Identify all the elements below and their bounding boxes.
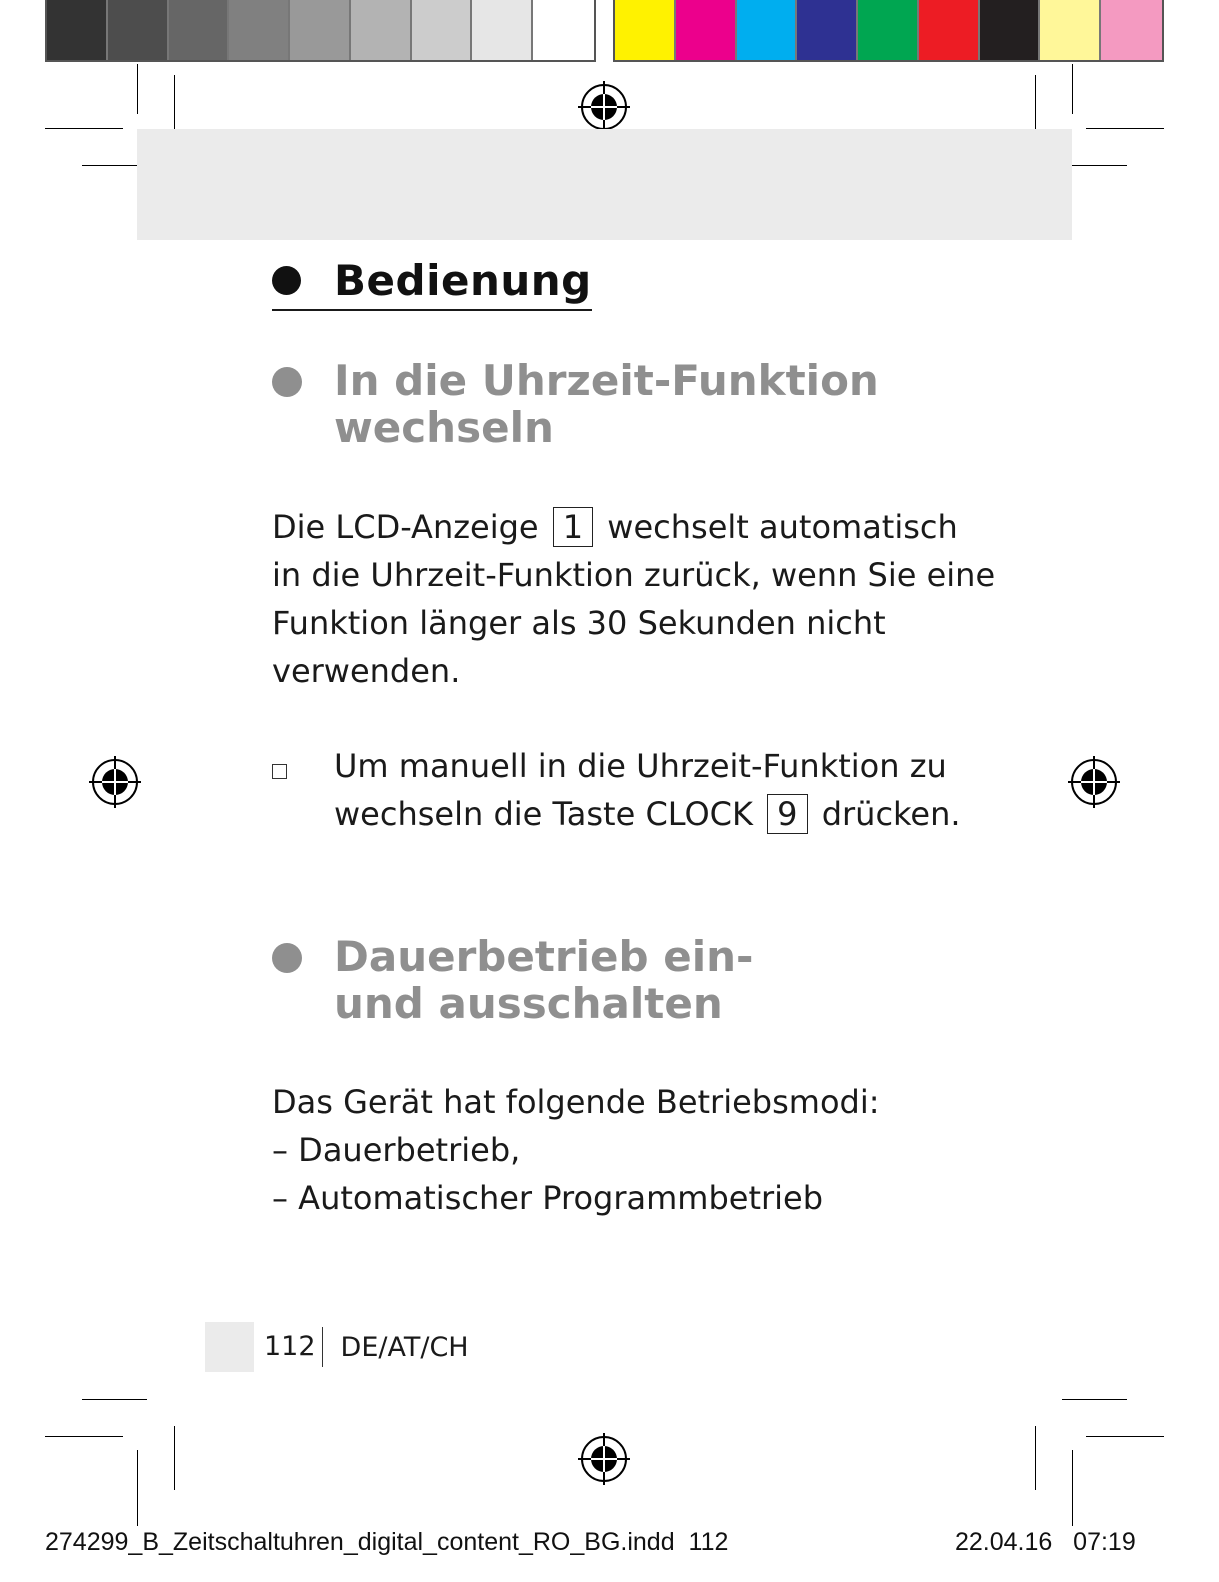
color-swatch bbox=[108, 0, 169, 60]
section-title: Bedienung bbox=[334, 256, 592, 305]
slug-date: 22.04.16 bbox=[955, 1528, 1053, 1556]
text: wechselt automatisch bbox=[607, 508, 958, 546]
color-bar bbox=[613, 0, 1164, 62]
color-swatch bbox=[229, 0, 290, 60]
text: in die Uhrzeit-Funktion zurück, wenn Sie eine bbox=[272, 556, 996, 594]
language-code: DE/AT/CH bbox=[340, 1331, 469, 1363]
header-band bbox=[137, 129, 1072, 240]
page-tab bbox=[205, 1322, 254, 1372]
registration-mark-icon bbox=[578, 1433, 630, 1485]
registration-mark-icon bbox=[1068, 756, 1120, 808]
subheading-line: Dauerbetrieb ein- bbox=[334, 932, 754, 981]
color-swatch bbox=[858, 0, 919, 60]
registration-mark-icon bbox=[578, 81, 630, 133]
color-swatch bbox=[1040, 0, 1101, 60]
color-swatch bbox=[290, 0, 351, 60]
slug-file: 274299_B_Zeitschaltuhren_digital_content_RO_BG.indd 112 bbox=[45, 1528, 729, 1556]
color-swatch bbox=[351, 0, 412, 60]
color-swatch bbox=[1101, 0, 1162, 60]
bullet-icon bbox=[272, 367, 302, 397]
color-swatch bbox=[412, 0, 473, 60]
modes-paragraph bbox=[272, 1078, 880, 1222]
subheading-line: und ausschalten bbox=[334, 979, 723, 1028]
page-footer bbox=[205, 1322, 469, 1372]
checkbox-icon bbox=[272, 764, 287, 779]
slug-time: 07:19 bbox=[1073, 1528, 1136, 1556]
color-swatch bbox=[47, 0, 108, 60]
list-item: – Automatischer Programmbetrieb bbox=[272, 1179, 824, 1217]
bullet-icon bbox=[272, 943, 302, 973]
slug-datetime bbox=[955, 1528, 1136, 1557]
part-reference: 9 bbox=[767, 794, 807, 834]
slug-page: 112 bbox=[688, 1528, 729, 1556]
part-reference: 1 bbox=[553, 507, 593, 547]
text: Das Gerät hat folgende Betriebsmodi: bbox=[272, 1083, 880, 1121]
text: verwenden. bbox=[272, 652, 461, 690]
subheading-line: wechseln bbox=[334, 403, 554, 452]
clock-mode-paragraph bbox=[272, 503, 995, 695]
color-swatch bbox=[980, 0, 1041, 60]
list-item: – Dauerbetrieb, bbox=[272, 1131, 521, 1169]
text: wechseln die Taste CLOCK bbox=[334, 795, 753, 833]
grayscale-bar bbox=[45, 0, 596, 62]
page-number: 112 bbox=[264, 1327, 323, 1367]
section-heading bbox=[272, 256, 592, 311]
subheading-line: In die Uhrzeit-Funktion bbox=[334, 356, 879, 405]
color-swatch bbox=[919, 0, 980, 60]
color-swatch bbox=[533, 0, 594, 60]
color-swatch bbox=[169, 0, 230, 60]
color-swatch bbox=[615, 0, 676, 60]
text: Um manuell in die Uhrzeit-Funktion zu bbox=[334, 747, 947, 785]
text: drücken. bbox=[821, 795, 961, 833]
text: Funktion länger als 30 Sekunden nicht bbox=[272, 604, 886, 642]
color-swatch bbox=[797, 0, 858, 60]
text: Die LCD-Anzeige bbox=[272, 508, 539, 546]
color-swatch bbox=[472, 0, 533, 60]
color-swatch bbox=[676, 0, 737, 60]
color-swatch bbox=[737, 0, 798, 60]
registration-mark-icon bbox=[89, 756, 141, 808]
bullet-icon bbox=[272, 266, 301, 295]
